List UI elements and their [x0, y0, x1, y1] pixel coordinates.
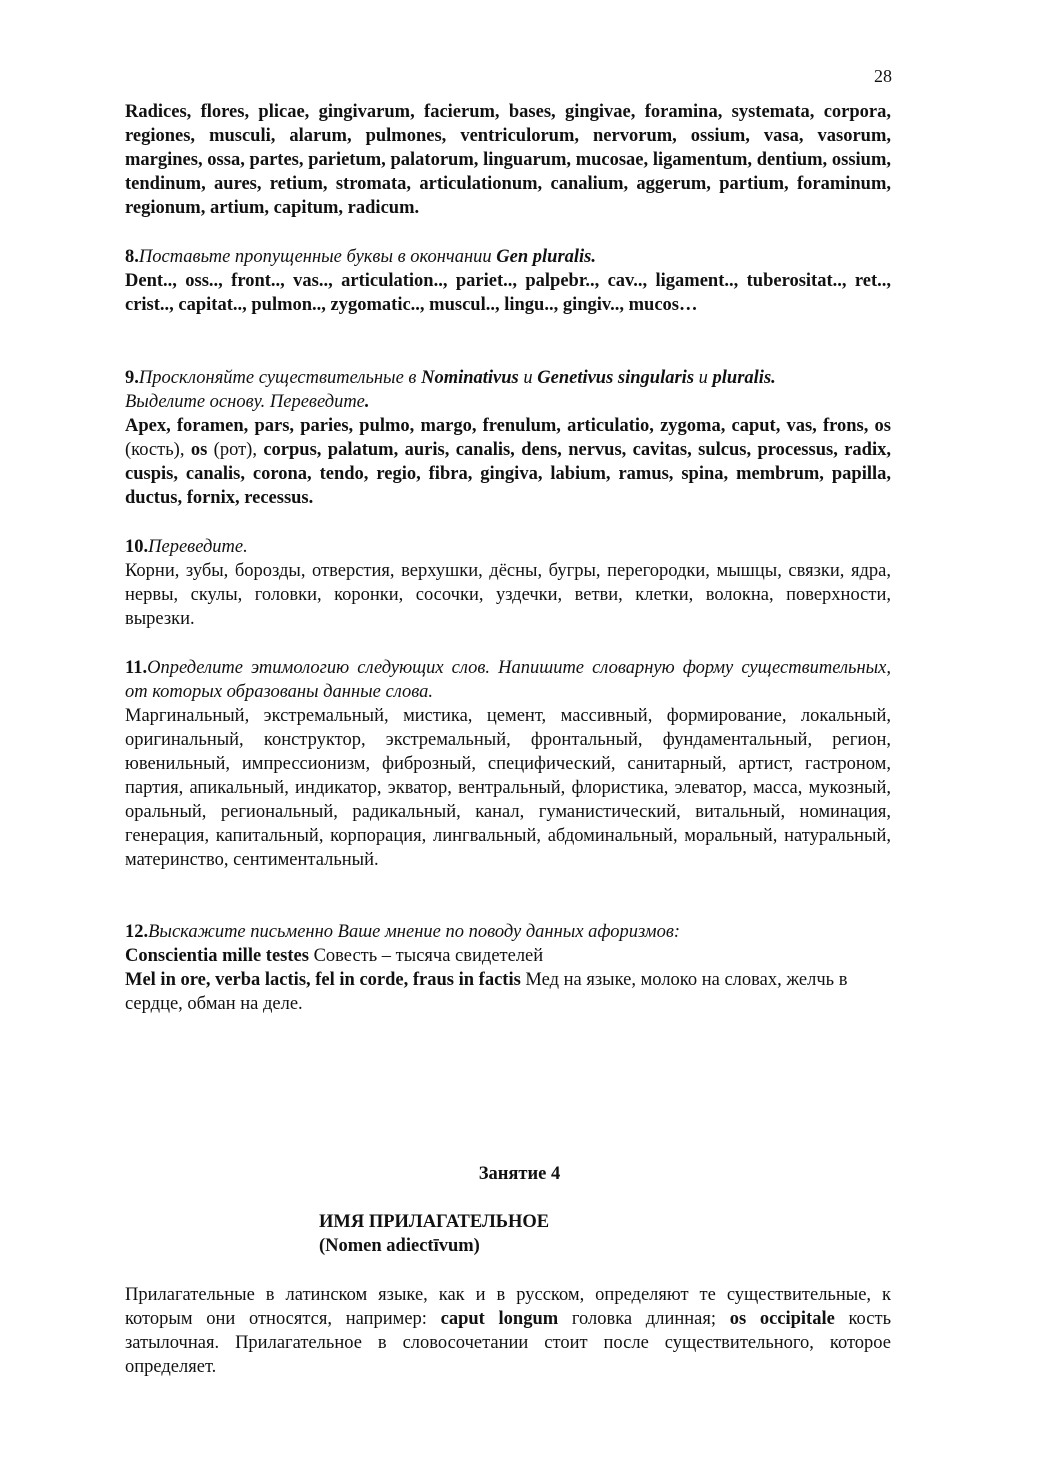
exercise-task: Выскажите письменно Ваше мнение по поводу данных афоризмов: — [148, 922, 681, 942]
intro-text: кость затылочная. Прилагательное в словосочетании стоит после существительного, которое определяет. — [125, 1309, 892, 1377]
latin-aphorism: Mel in ore, verba lactis, fel in corde, fraus in factis — [125, 970, 521, 990]
exercise-body — [125, 414, 891, 510]
lesson-title: Занятие 4 — [478, 1164, 561, 1184]
exercise-number: 10. — [125, 537, 149, 557]
exercise-number: 12. — [125, 922, 149, 942]
exercise-8 — [125, 245, 891, 317]
chapter-subtitle: (Nomen adiectīvum) — [319, 1236, 480, 1256]
latin-words: corpus, palatum, auris, canalis, dens, nervus, cavitas, sulcus, processus, radix, cuspis, canalis, corona, tendo, regio, fibra, gingiva, labium, ramus, spina, membrum, papilla, ductus, fornix, recessus. — [125, 440, 891, 508]
exercise-task: Выделите основу. Переведите — [125, 392, 365, 412]
exercise-body: Корни, зубы, борозды, отверстия, верхушки, дёсны, бугры, перегородки, мышцы, связки, ядра, нервы, скулы, головки, коронки, сосочки, уздечки, ветви, клетки, волокна, поверхности, вырезки. — [125, 561, 891, 629]
exercise-task: и — [694, 368, 713, 388]
intro-text: Прилагательные в латинском языке, как и в русском, определяют те существительные, к которым они относятся, например: — [125, 1285, 891, 1329]
exercise-number: 8. — [125, 247, 139, 267]
chapter-title: ИМЯ ПРИЛАГАТЕЛЬНОЕ — [319, 1212, 550, 1232]
exercise-task: Поставьте пропущенные буквы в окончании — [138, 247, 497, 267]
exercise-task: и — [518, 368, 538, 388]
gloss: (рот), — [207, 440, 264, 460]
page-number: 28 — [874, 66, 892, 86]
chapter-heading — [319, 1210, 549, 1258]
exercise-body: Dent.., oss.., front.., vas.., articulation.., pariet.., palpebr.., cav.., ligament.., tuberositat.., ret.., crist.., capitat.., pulmon.., zygomatic.., muscul.., lingu.., gingiv.., mucos… — [125, 271, 891, 315]
gloss: (кость), — [125, 440, 191, 460]
grammar-term: Nominativus — [421, 368, 519, 388]
aphorism-translation: Совесть – тысяча свидетелей — [308, 946, 544, 966]
exercise-11 — [125, 656, 891, 872]
grammar-term: Genetivus singularis — [537, 368, 695, 388]
aphorism-1 — [125, 944, 891, 968]
grammar-term: pluralis. — [712, 368, 776, 388]
intro-paragraph — [125, 1283, 891, 1379]
aphorism-translation: Мед на языке, молоко на словах, желчь в сердце, обман на деле. — [125, 970, 848, 1014]
latin-noun-list: Radices, flores, plicae, gingivarum, facierum, bases, gingivae, foramina, systemata, corpora, regiones, musculi, alarum, pulmones, ventriculorum, nervorum, ossium, vasa, vasorum, margines, ossa, partes, parietum, palatorum, linguarum, mucosae, ligamentum, dentium, ossium, tendinum, aures, retium, stromata, articulationum, canalium, aggerum, partium, foraminum, regionum, artium, capitum, radicum. — [125, 102, 891, 218]
exercise-10 — [125, 535, 891, 631]
latin-aphorism: Conscientia mille testes — [125, 946, 309, 966]
latin-words: os — [190, 440, 208, 460]
latin-example: caput longum — [440, 1309, 559, 1329]
exercise-number: 9. — [125, 368, 139, 388]
exercise-body: Маргинальный, экстремальный, мистика, цемент, массивный, формирование, локальный, оригинальный, конструктор, экстремальный, фронтальный, фундаментальный, регион, ювенильный, импрессионизм, фиброзный, специфический, санитарный, артист, гастроном, партия, апикальный, индикатор, экватор, вентральный, флористика, элеватор, масса, мукозный, оральный, региональный, радикальный, канал, гуманистический, витальный, номинация, генерация, капитальный, корпорация, лингвальный, абдоминальный, моральный, натуральный, материнство, сентиментальный. — [125, 706, 891, 870]
aphorism-2 — [125, 968, 891, 1016]
latin-words: Apex, foramen, pars, paries, pulmo, margo, frenulum, articulatio, zygoma, caput, vas, frons, os — [125, 416, 891, 436]
exercise-9 — [125, 366, 891, 510]
exercise-12 — [125, 920, 891, 1016]
exercise-task: Просклоняйте существительные в — [138, 368, 422, 388]
exercise-number: 11. — [125, 658, 148, 678]
exercise-task: Определите этимологию следующих слов. Напишите словарную форму существительных, от которых образованы данные слова. — [125, 658, 891, 702]
grammar-term: Gen pluralis. — [496, 247, 596, 267]
intro-text: головка длинная; — [558, 1309, 730, 1329]
exercise-task: Переведите. — [148, 537, 248, 557]
latin-example: os occipitale — [729, 1309, 835, 1329]
exercise-task-dot: . — [364, 392, 370, 412]
